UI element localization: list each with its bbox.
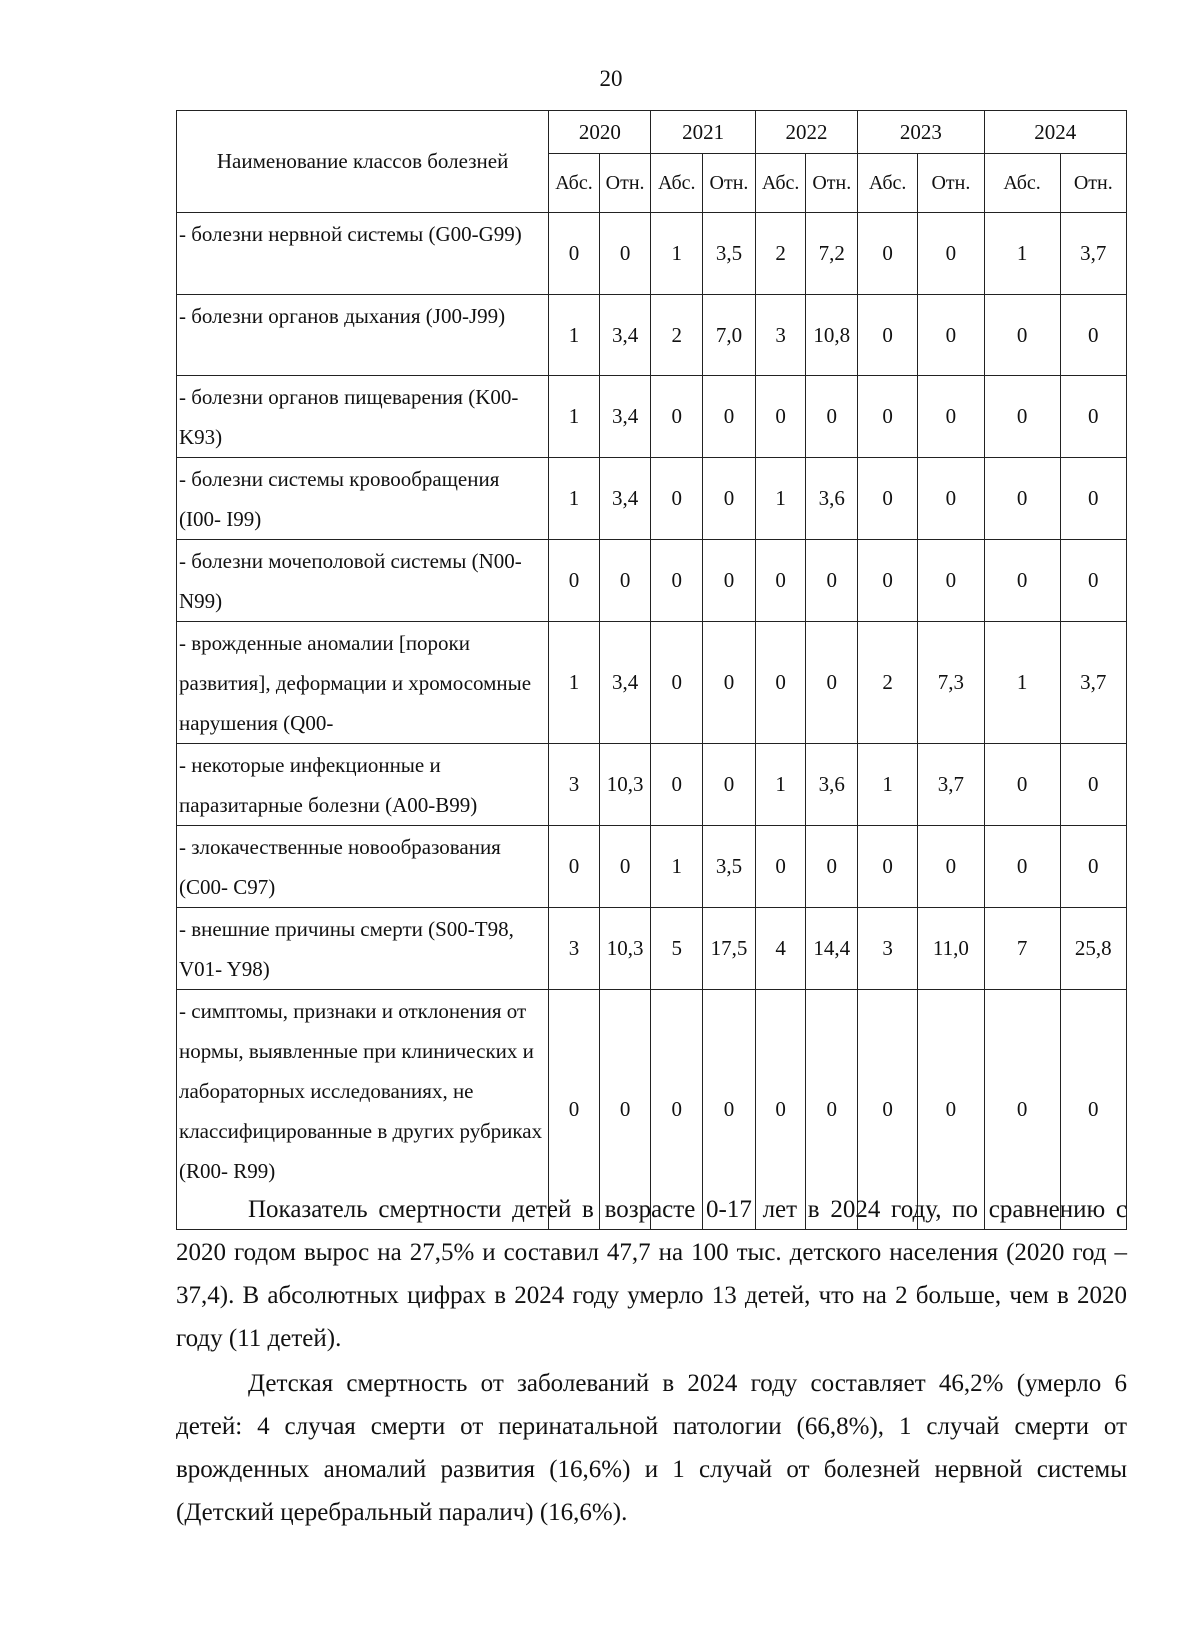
cell-abs-value: 3 — [549, 744, 600, 826]
disease-class-name: - внешние причины смерти (S00-T98, V01- Y98) — [177, 908, 549, 990]
disease-class-name: - некоторые инфекционные и паразитарные болезни (A00-B99) — [177, 744, 549, 826]
subheader-rel: Отн. — [918, 154, 984, 213]
cell-abs-value: 0 — [984, 990, 1060, 1230]
cell-rel-value: 3,6 — [806, 744, 858, 826]
cell-abs-value: 0 — [984, 376, 1060, 458]
cell-rel-value: 0 — [806, 376, 858, 458]
cell-abs-value: 0 — [858, 458, 918, 540]
cell-abs-value: 0 — [858, 213, 918, 295]
subheader-abs: Абс. — [755, 154, 806, 213]
cell-rel-value: 3,5 — [703, 213, 756, 295]
cell-abs-value: 4 — [755, 908, 806, 990]
subheader-rel: Отн. — [703, 154, 756, 213]
year-header: 2023 — [858, 111, 985, 154]
cell-abs-value: 1 — [984, 622, 1060, 744]
cell-rel-value: 0 — [918, 295, 984, 376]
table-row — [177, 826, 1127, 908]
cell-abs-value: 0 — [651, 458, 703, 540]
cell-abs-value: 1 — [858, 744, 918, 826]
subheader-rel: Отн. — [806, 154, 858, 213]
cell-abs-value: 1 — [549, 622, 600, 744]
subheader-abs: Абс. — [858, 154, 918, 213]
cell-abs-value: 3 — [549, 908, 600, 990]
cell-abs-value: 0 — [755, 622, 806, 744]
cell-abs-value: 0 — [755, 826, 806, 908]
cell-abs-value: 0 — [651, 540, 703, 622]
cell-rel-value: 0 — [918, 990, 984, 1230]
cell-rel-value: 10,3 — [599, 908, 651, 990]
cell-rel-value: 0 — [806, 826, 858, 908]
cell-rel-value: 0 — [1060, 540, 1126, 622]
table-row — [177, 540, 1127, 622]
paragraph-text: Показатель смертности детей в возрасте 0-17 лет в 2024 году, по сравнению с 2020 годом вырос на 27,5% и составил 47,7 на 100 тыс. детского населения (2020 год – 37,4). В абсолютных цифрах в 2024 году умерло 13 детей, что на 2 больше, чем в 2020 году (11 детей). — [176, 1196, 1127, 1352]
cell-rel-value: 0 — [806, 622, 858, 744]
cell-rel-value: 25,8 — [1060, 908, 1126, 990]
cell-abs-value: 7 — [984, 908, 1060, 990]
cell-abs-value: 2 — [858, 622, 918, 744]
cell-rel-value: 7,2 — [806, 213, 858, 295]
disease-class-name: - болезни органов пищеварения (K00- K93) — [177, 376, 549, 458]
cell-rel-value: 0 — [918, 213, 984, 295]
cell-rel-value: 10,8 — [806, 295, 858, 376]
cell-rel-value: 3,7 — [918, 744, 984, 826]
cell-abs-value: 1 — [755, 744, 806, 826]
page-number: 20 — [599, 66, 623, 91]
cell-rel-value: 7,0 — [703, 295, 756, 376]
cell-abs-value: 0 — [858, 376, 918, 458]
cell-abs-value: 0 — [755, 990, 806, 1230]
cell-rel-value: 3,4 — [599, 458, 651, 540]
cell-abs-value: 2 — [651, 295, 703, 376]
table-body — [177, 213, 1127, 1230]
cell-abs-value: 0 — [858, 540, 918, 622]
year-header: 2020 — [549, 111, 651, 154]
disease-class-name: - злокачественные новообразования (C00- C97) — [177, 826, 549, 908]
cell-rel-value: 0 — [806, 990, 858, 1230]
cell-abs-value: 0 — [651, 622, 703, 744]
cell-abs-value: 0 — [984, 744, 1060, 826]
cell-abs-value: 1 — [549, 295, 600, 376]
table-row — [177, 908, 1127, 990]
disease-class-name: - болезни нервной системы (G00-G99) — [177, 213, 549, 295]
cell-rel-value: 3,7 — [1060, 622, 1126, 744]
paragraph-mortality-rate — [176, 1188, 1127, 1360]
cell-abs-value: 0 — [651, 376, 703, 458]
cell-abs-value: 0 — [984, 458, 1060, 540]
cell-rel-value: 3,4 — [599, 295, 651, 376]
cell-rel-value: 0 — [703, 744, 756, 826]
cell-abs-value: 0 — [549, 990, 600, 1230]
cell-rel-value: 0 — [1060, 744, 1126, 826]
cell-rel-value: 0 — [1060, 376, 1126, 458]
cell-abs-value: 3 — [755, 295, 806, 376]
disease-class-name: - симптомы, признаки и отклонения от нормы, выявленные при клинических и лабораторных исследованиях, не классифицированные в других рубриках (R00- R99) — [177, 990, 549, 1230]
table-row — [177, 744, 1127, 826]
cell-rel-value: 0 — [1060, 458, 1126, 540]
cell-abs-value: 5 — [651, 908, 703, 990]
cell-rel-value: 0 — [1060, 990, 1126, 1230]
cell-rel-value: 11,0 — [918, 908, 984, 990]
disease-mortality-table — [176, 110, 1127, 1230]
cell-abs-value: 0 — [858, 295, 918, 376]
cell-rel-value: 3,5 — [703, 826, 756, 908]
cell-rel-value: 0 — [599, 990, 651, 1230]
subheader-abs: Абс. — [984, 154, 1060, 213]
disease-class-name: - врожденные аномалии [пороки развития], деформации и хромосомные нарушения (Q00- — [177, 622, 549, 744]
cell-rel-value: 0 — [1060, 295, 1126, 376]
cell-abs-value: 1 — [651, 213, 703, 295]
table-row — [177, 622, 1127, 744]
cell-rel-value: 0 — [703, 458, 756, 540]
cell-rel-value: 17,5 — [703, 908, 756, 990]
cell-rel-value: 3,4 — [599, 622, 651, 744]
cell-rel-value: 0 — [599, 540, 651, 622]
cell-rel-value: 3,4 — [599, 376, 651, 458]
cell-rel-value: 0 — [918, 540, 984, 622]
subheader-abs: Абс. — [651, 154, 703, 213]
subheader-rel: Отн. — [599, 154, 651, 213]
cell-rel-value: 0 — [703, 622, 756, 744]
cell-abs-value: 0 — [651, 744, 703, 826]
cell-rel-value: 0 — [703, 540, 756, 622]
cell-rel-value: 0 — [918, 458, 984, 540]
cell-rel-value: 0 — [918, 376, 984, 458]
cell-rel-value: 3,7 — [1060, 213, 1126, 295]
cell-rel-value: 7,3 — [918, 622, 984, 744]
cell-abs-value: 1 — [984, 213, 1060, 295]
cell-abs-value: 2 — [755, 213, 806, 295]
cell-abs-value: 0 — [858, 990, 918, 1230]
cell-abs-value: 0 — [984, 540, 1060, 622]
cell-abs-value: 0 — [755, 376, 806, 458]
subheader-rel: Отн. — [1060, 154, 1126, 213]
table-row — [177, 213, 1127, 295]
cell-abs-value: 0 — [651, 990, 703, 1230]
year-header: 2022 — [755, 111, 857, 154]
cell-abs-value: 0 — [549, 826, 600, 908]
cell-rel-value: 0 — [703, 990, 756, 1230]
paragraph-text: Детская смертность от заболеваний в 2024 году составляет 46,2% (умерло 6 детей: 4 случая смерти от перинатальной патологии (66,8%), 1 случай смерти от врожденных аномалий развития (16,6%) и 1 случай от болезней нервной системы (Детский церебральный паралич) (16,6%). — [176, 1370, 1127, 1526]
cell-abs-value: 1 — [549, 376, 600, 458]
cell-rel-value: 3,6 — [806, 458, 858, 540]
cell-abs-value: 0 — [549, 540, 600, 622]
disease-class-name: - болезни органов дыхания (J00-J99) — [177, 295, 549, 376]
year-header-row — [177, 111, 1127, 154]
cell-abs-value: 0 — [755, 540, 806, 622]
cell-rel-value: 0 — [918, 826, 984, 908]
cell-rel-value: 0 — [599, 213, 651, 295]
cell-abs-value: 1 — [651, 826, 703, 908]
cell-rel-value: 0 — [1060, 826, 1126, 908]
cell-abs-value: 1 — [549, 458, 600, 540]
disease-class-name: - болезни системы кровообращения (I00- I99) — [177, 458, 549, 540]
cell-abs-value: 0 — [549, 213, 600, 295]
year-header: 2021 — [651, 111, 755, 154]
disease-class-name: - болезни мочеполовой системы (N00-N99) — [177, 540, 549, 622]
cell-rel-value: 0 — [703, 376, 756, 458]
cell-abs-value: 3 — [858, 908, 918, 990]
year-header: 2024 — [984, 111, 1126, 154]
cell-abs-value: 0 — [858, 826, 918, 908]
paragraph-disease-mortality — [176, 1362, 1127, 1534]
cell-rel-value: 0 — [599, 826, 651, 908]
cell-abs-value: 0 — [984, 295, 1060, 376]
cell-rel-value: 14,4 — [806, 908, 858, 990]
table-row — [177, 295, 1127, 376]
cell-abs-value: 0 — [984, 826, 1060, 908]
table-row — [177, 458, 1127, 540]
column-header-disease-class: Наименование классов болезней — [177, 111, 549, 213]
cell-abs-value: 1 — [755, 458, 806, 540]
cell-rel-value: 0 — [806, 540, 858, 622]
table-row — [177, 376, 1127, 458]
cell-rel-value: 10,3 — [599, 744, 651, 826]
subheader-abs: Абс. — [549, 154, 600, 213]
